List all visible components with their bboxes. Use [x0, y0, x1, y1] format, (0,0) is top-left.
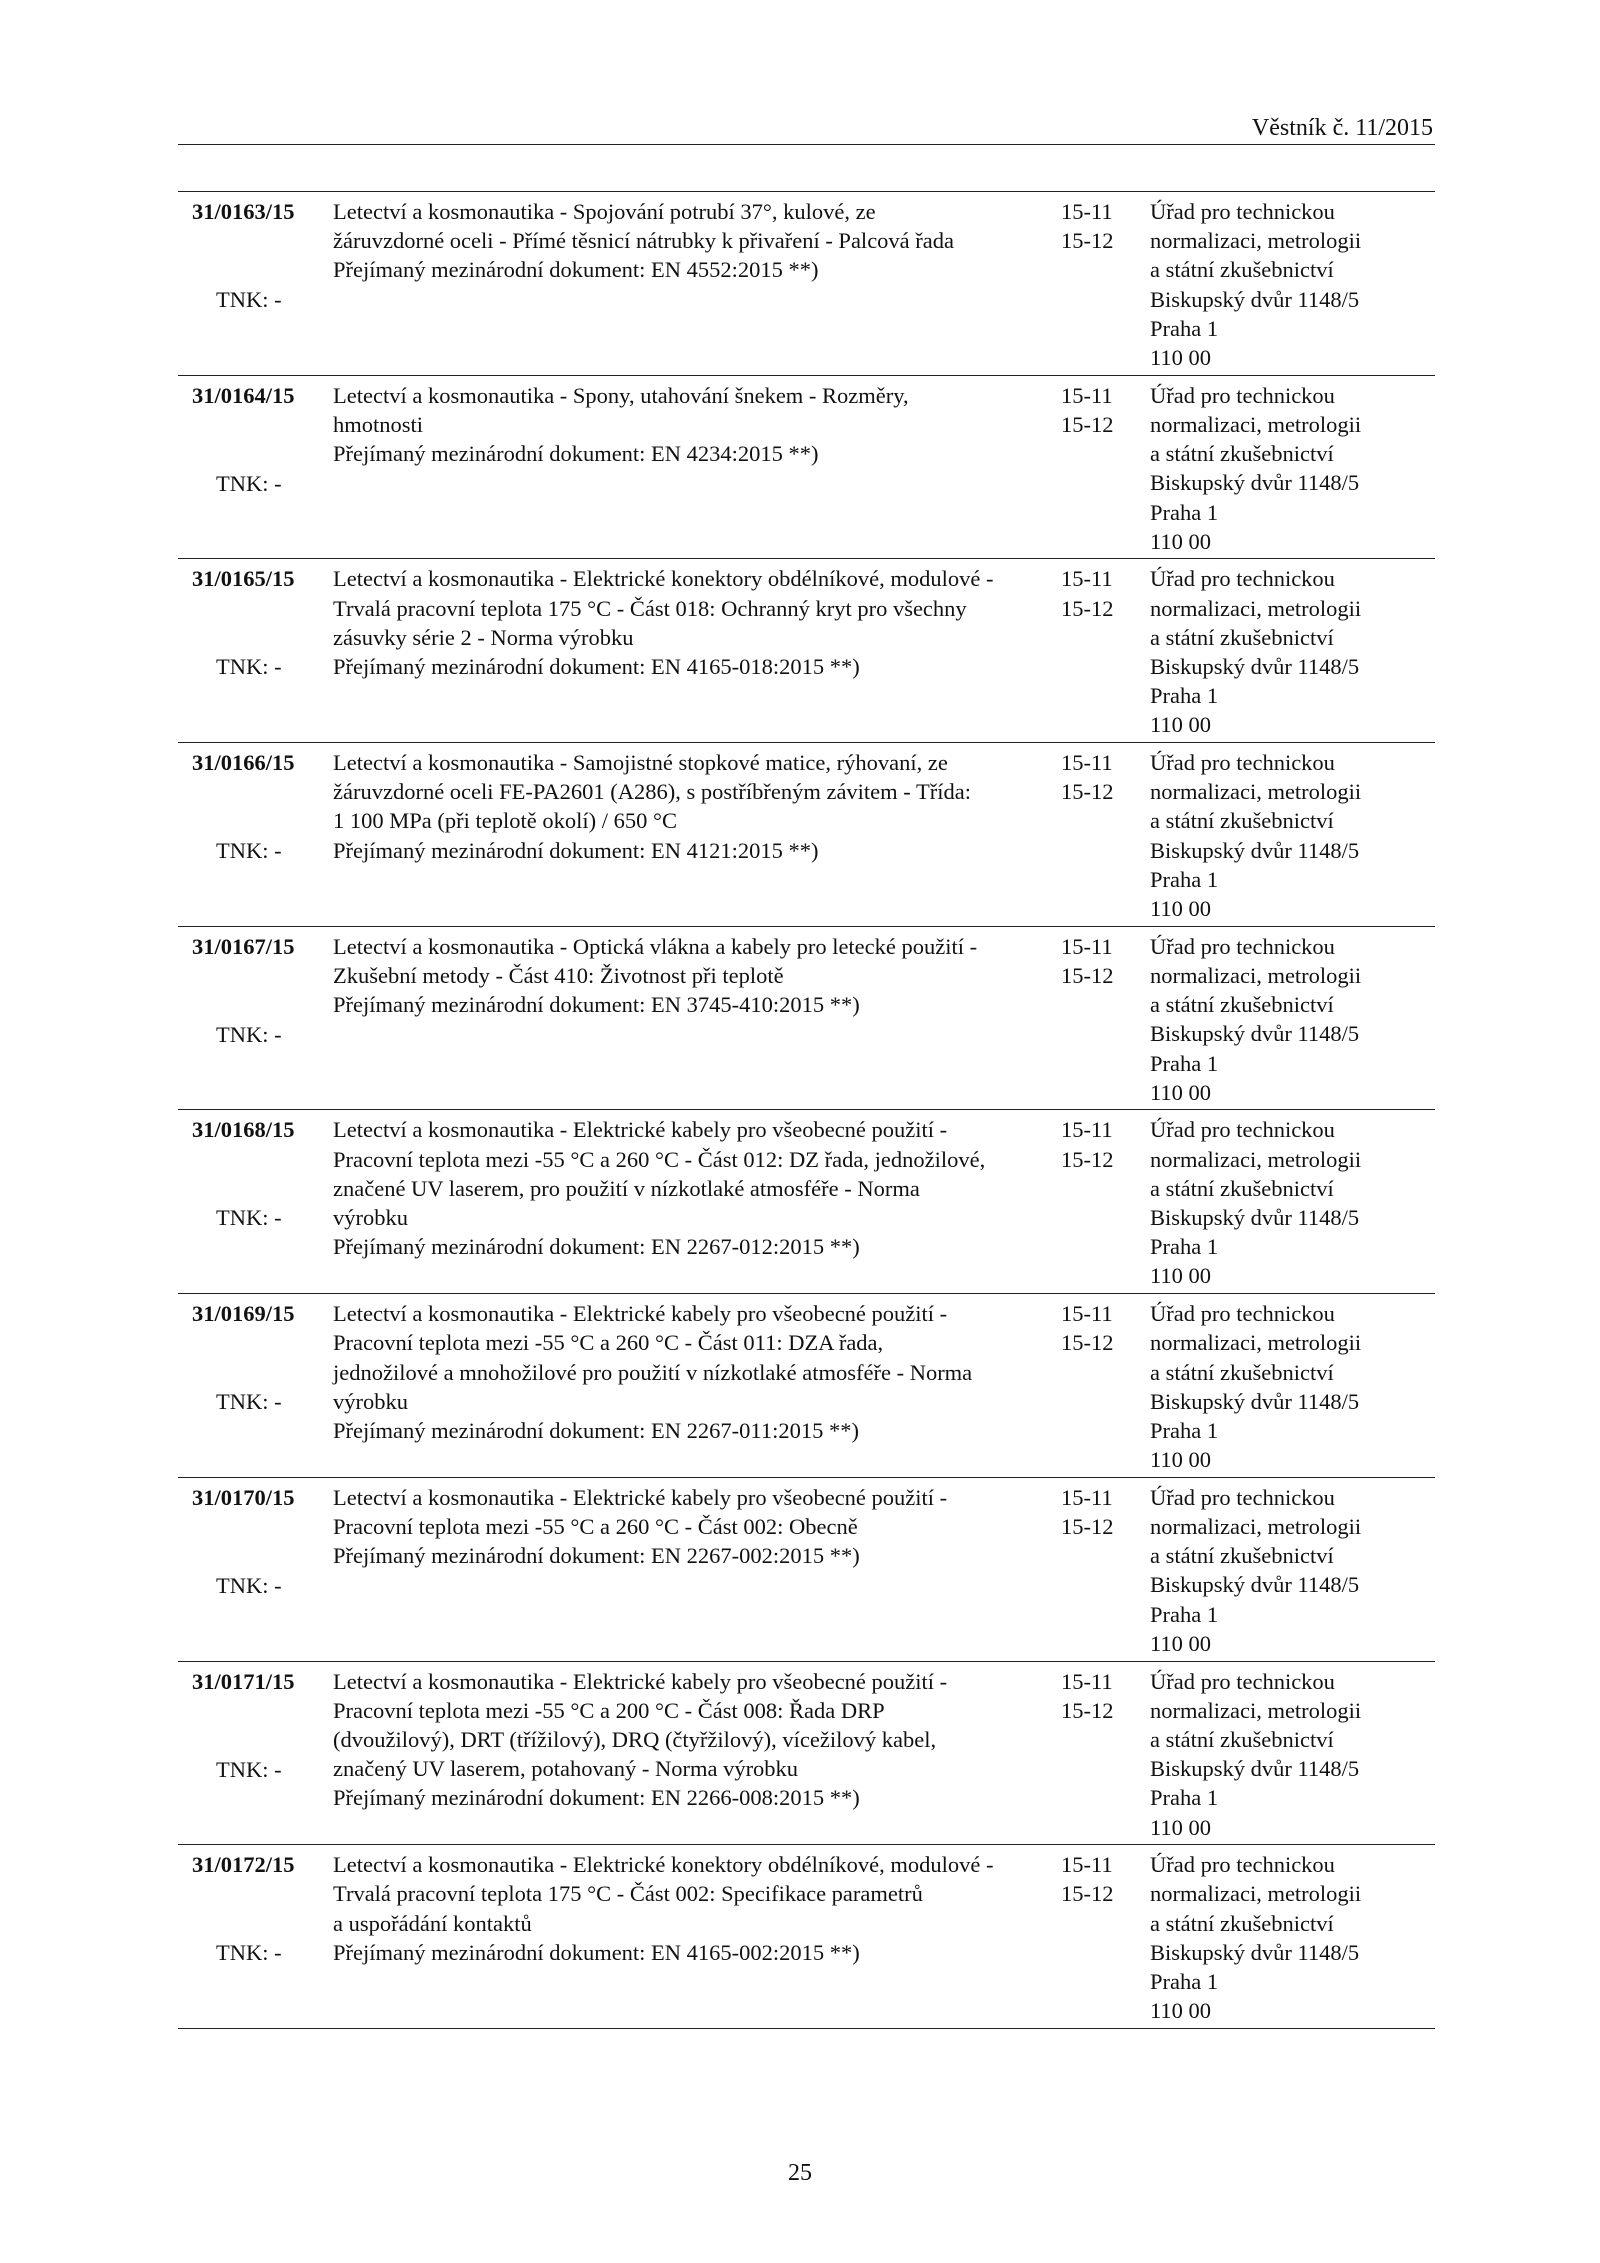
entry-id: 31/0168/15 [192, 1117, 295, 1143]
entry-description [333, 1115, 986, 1261]
office-line: Úřad pro technickou [1150, 1301, 1335, 1327]
office-line: a státní zkušebnictví [1150, 1359, 1334, 1385]
entry-id: 31/0169/15 [192, 1301, 295, 1327]
code-value: 15-11 [1061, 1668, 1113, 1694]
description-line: Přejímaný mezinárodní dokument: EN 3745-410:2015 **) [333, 992, 860, 1018]
code-value: 15-12 [1061, 779, 1114, 805]
office-line: normalizaci, metrologii [1150, 228, 1362, 254]
description-line: Pracovní teplota mezi -55 °C a 260 °C - Část 002: Obecně [333, 1514, 858, 1540]
table-row [178, 1662, 1435, 1846]
office-line: a státní zkušebnictví [1150, 992, 1334, 1018]
standards-table [178, 191, 1435, 2029]
code-value: 15-11 [1061, 1117, 1113, 1143]
code-value: 15-11 [1061, 1852, 1113, 1878]
description-line: výrobku [333, 1205, 408, 1231]
office-line: normalizaci, metrologii [1150, 1146, 1362, 1172]
office-line: normalizaci, metrologii [1150, 1881, 1362, 1907]
entry-tnk: TNK: - [216, 1756, 282, 1782]
code-value: 15-12 [1061, 1146, 1114, 1172]
entry-codes [1061, 1483, 1114, 1541]
entry-id: 31/0167/15 [192, 933, 295, 959]
table-row [178, 743, 1435, 927]
entry-id: 31/0163/15 [192, 199, 295, 224]
description-line: Přejímaný mezinárodní dokument: EN 2267-002:2015 **) [333, 1543, 860, 1569]
table-row [178, 1110, 1435, 1294]
description-line: jednožilové a mnohožilové pro použití v nízkotlaké atmosféře - Norma [333, 1359, 973, 1385]
entry-tnk: TNK: - [216, 287, 282, 312]
office-line: Biskupský dvůr 1148/5 [1150, 286, 1360, 312]
description-line: žáruvzdorné oceli FE-PA2601 (A286), s postříbřeným závitem - Třída: [333, 779, 971, 805]
description-line: Letectví a kosmonautika - Spony, utahování šnekem - Rozměry, [333, 382, 909, 408]
entry-office [1150, 1483, 1361, 1658]
office-line: 110 00 [1150, 528, 1212, 554]
description-line: Letectví a kosmonautika - Elektrické kabely pro všeobecné použití - [333, 1668, 948, 1694]
office-line: a státní zkušebnictví [1150, 1910, 1334, 1936]
office-line: normalizaci, metrologii [1150, 1330, 1362, 1356]
entry-office [1150, 1115, 1361, 1290]
entry-description [333, 932, 978, 1020]
entry-tnk: TNK: - [216, 470, 282, 496]
office-line: Praha 1 [1150, 1601, 1219, 1627]
entry-id: 31/0166/15 [192, 750, 295, 776]
description-line: Zkušební metody - Část 410: Životnost při teplotě [333, 962, 784, 988]
table-row [178, 927, 1435, 1111]
description-line: Přejímaný mezinárodní dokument: EN 2267-011:2015 **) [333, 1417, 859, 1443]
entry-codes [1061, 1299, 1114, 1357]
description-line: Přejímaný mezinárodní dokument: EN 4165-002:2015 **) [333, 1939, 860, 1965]
office-line: Biskupský dvůr 1148/5 [1150, 1756, 1360, 1782]
description-line: a uspořádání kontaktů [333, 1910, 532, 1936]
office-line: Praha 1 [1150, 683, 1219, 709]
description-line: zásuvky série 2 - Norma výrobku [333, 624, 634, 650]
entry-tnk: TNK: - [216, 1572, 282, 1598]
office-line: 110 00 [1150, 712, 1212, 738]
office-line: normalizaci, metrologii [1150, 779, 1362, 805]
office-line: Praha 1 [1150, 866, 1219, 892]
code-value: 15-12 [1061, 228, 1114, 254]
entry-office [1150, 748, 1361, 923]
description-line: značený UV laserem, potahovaný - Norma výrobku [333, 1756, 799, 1782]
office-line: Úřad pro technickou [1150, 199, 1335, 224]
entry-description [333, 1299, 973, 1445]
code-value: 15-11 [1061, 199, 1113, 224]
description-line: žáruvzdorné oceli - Přímé těsnicí nátrubky k přivaření - Palcová řada [333, 228, 955, 254]
office-line: a státní zkušebnictví [1150, 1175, 1334, 1201]
entry-office [1150, 381, 1361, 556]
description-line: Letectví a kosmonautika - Spojování potrubí 37°, kulové, ze [333, 199, 876, 224]
entry-id: 31/0165/15 [192, 566, 295, 592]
description-line: značené UV laserem, pro použití v nízkotlaké atmosféře - Norma [333, 1175, 920, 1201]
office-line: a státní zkušebnictví [1150, 1726, 1334, 1752]
code-value: 15-12 [1061, 1881, 1114, 1907]
office-line: Praha 1 [1150, 1969, 1219, 1994]
page-number: 25 [788, 2160, 812, 2186]
office-line: Úřad pro technickou [1150, 750, 1335, 776]
entry-tnk: TNK: - [216, 838, 282, 864]
office-line: Biskupský dvůr 1148/5 [1150, 1205, 1360, 1231]
description-line: Letectví a kosmonautika - Optická vlákna a kabely pro letecké použití - [333, 933, 978, 959]
description-line: Trvalá pracovní teplota 175 °C - Část 018: Ochranný kryt pro všechny [333, 595, 967, 621]
entry-description [333, 381, 909, 469]
code-value: 15-12 [1061, 595, 1114, 621]
office-line: Biskupský dvůr 1148/5 [1150, 1021, 1360, 1047]
entry-id: 31/0171/15 [192, 1668, 295, 1694]
code-value: 15-12 [1061, 1514, 1114, 1540]
entry-id: 31/0172/15 [192, 1852, 295, 1878]
entry-codes [1061, 197, 1114, 255]
description-line: Přejímaný mezinárodní dokument: EN 4165-018:2015 **) [333, 653, 860, 679]
office-line: Biskupský dvůr 1148/5 [1150, 1572, 1360, 1598]
entry-description [333, 197, 955, 285]
entry-office [1150, 1299, 1361, 1474]
office-line: Úřad pro technickou [1150, 1484, 1335, 1510]
office-line: a státní zkušebnictví [1150, 1543, 1334, 1569]
entry-tnk: TNK: - [216, 1940, 282, 1966]
office-line: Úřad pro technickou [1150, 1117, 1335, 1143]
entry-description [333, 1483, 948, 1571]
description-line: Přejímaný mezinárodní dokument: EN 4234:2015 **) [333, 441, 819, 467]
description-line: Trvalá pracovní teplota 175 °C - Část 002: Specifikace parametrů [333, 1881, 923, 1907]
office-line: Praha 1 [1150, 315, 1219, 341]
entry-description [333, 564, 994, 681]
code-value: 15-11 [1061, 750, 1113, 776]
description-line: Letectví a kosmonautika - Elektrické kabely pro všeobecné použití - [333, 1301, 948, 1327]
office-line: 110 00 [1150, 1447, 1212, 1473]
office-line: normalizaci, metrologii [1150, 962, 1362, 988]
journal-title: Věstník č. 11/2015 [1251, 115, 1433, 141]
entry-office [1150, 564, 1361, 739]
description-line: Přejímaný mezinárodní dokument: EN 4552:2015 **) [333, 257, 819, 283]
office-line: 110 00 [1150, 345, 1212, 371]
entry-office [1150, 1850, 1361, 2025]
office-line: a státní zkušebnictví [1150, 441, 1334, 467]
description-line: Letectví a kosmonautika - Elektrické kabely pro všeobecné použití - [333, 1117, 948, 1143]
entry-office [1150, 197, 1361, 372]
page-header [178, 110, 1435, 145]
office-line: Úřad pro technickou [1150, 1852, 1335, 1878]
office-line: Biskupský dvůr 1148/5 [1150, 653, 1360, 679]
description-line: Přejímaný mezinárodní dokument: EN 4121:2015 **) [333, 837, 819, 863]
description-line: výrobku [333, 1388, 408, 1414]
office-line: a státní zkušebnictví [1150, 808, 1334, 834]
table-row [178, 559, 1435, 743]
office-line: Úřad pro technickou [1150, 933, 1335, 959]
table-row [178, 1294, 1435, 1478]
entry-codes [1061, 932, 1114, 990]
office-line: 110 00 [1150, 1814, 1212, 1840]
description-line: Letectví a kosmonautika - Samojistné stopkové matice, rýhovaní, ze [333, 750, 948, 776]
office-line: Úřad pro technickou [1150, 566, 1335, 592]
entry-description [333, 1850, 994, 1967]
description-line: (dvoužilový), DRT (třížilový), DRQ (čtyřžilový), vícežilový kabel, [333, 1726, 937, 1752]
office-line: normalizaci, metrologii [1150, 411, 1362, 437]
code-value: 15-11 [1061, 933, 1113, 959]
description-line: 1 100 MPa (při teplotě okolí) / 650 °C [333, 808, 677, 834]
office-line: a státní zkušebnictví [1150, 624, 1334, 650]
office-line: 110 00 [1150, 1263, 1212, 1289]
table-row [178, 376, 1435, 560]
office-line: 110 00 [1150, 1630, 1212, 1656]
office-line: Biskupský dvůr 1148/5 [1150, 470, 1360, 496]
office-line: a státní zkušebnictví [1150, 257, 1334, 283]
description-line: Přejímaný mezinárodní dokument: EN 2267-012:2015 **) [333, 1234, 860, 1260]
code-value: 15-11 [1061, 566, 1113, 592]
entry-office [1150, 1667, 1361, 1842]
description-line: Letectví a kosmonautika - Elektrické kabely pro všeobecné použití - [333, 1484, 948, 1510]
office-line: Praha 1 [1150, 1234, 1219, 1260]
office-line: normalizaci, metrologii [1150, 595, 1362, 621]
table-row [178, 1478, 1435, 1662]
office-line: Praha 1 [1150, 1417, 1219, 1443]
office-line: Praha 1 [1150, 1050, 1219, 1076]
office-line: Biskupský dvůr 1148/5 [1150, 1388, 1360, 1414]
office-line: 110 00 [1150, 1998, 1212, 2024]
office-line: 110 00 [1150, 896, 1212, 922]
entry-codes [1061, 564, 1114, 622]
office-line: Úřad pro technickou [1150, 382, 1335, 408]
entry-codes [1061, 1667, 1114, 1725]
table-row [178, 192, 1435, 376]
office-line: Praha 1 [1150, 499, 1219, 525]
code-value: 15-11 [1061, 1484, 1113, 1510]
entry-office [1150, 932, 1361, 1107]
entry-tnk: TNK: - [216, 1389, 282, 1415]
office-line: Biskupský dvůr 1148/5 [1150, 1939, 1360, 1965]
entry-codes [1061, 381, 1114, 439]
code-value: 15-11 [1061, 1301, 1113, 1327]
entry-codes [1061, 1115, 1114, 1173]
description-line: Letectví a kosmonautika - Elektrické konektory obdélníkové, modulové - [333, 566, 994, 592]
description-line: Přejímaný mezinárodní dokument: EN 2266-008:2015 **) [333, 1785, 860, 1811]
entry-codes [1061, 748, 1114, 806]
description-line: hmotnosti [333, 411, 424, 437]
entry-tnk: TNK: - [216, 1205, 282, 1231]
office-line: normalizaci, metrologii [1150, 1514, 1362, 1540]
office-line: Praha 1 [1150, 1785, 1219, 1811]
description-line: Pracovní teplota mezi -55 °C a 260 °C - Část 011: DZA řada, [333, 1330, 884, 1356]
code-value: 15-12 [1061, 962, 1114, 988]
entry-tnk: TNK: - [216, 654, 282, 680]
entry-id: 31/0164/15 [192, 382, 295, 408]
office-line: Úřad pro technickou [1150, 1668, 1335, 1694]
code-value: 15-12 [1061, 1330, 1114, 1356]
entry-description [333, 748, 971, 865]
description-line: Pracovní teplota mezi -55 °C a 260 °C - Část 012: DZ řada, jednožilové, [333, 1146, 986, 1172]
code-value: 15-11 [1061, 382, 1113, 408]
entry-codes [1061, 1850, 1114, 1908]
entry-id: 31/0170/15 [192, 1484, 295, 1510]
entry-description [333, 1667, 948, 1813]
office-line: normalizaci, metrologii [1150, 1697, 1362, 1723]
entry-tnk: TNK: - [216, 1021, 282, 1047]
description-line: Letectví a kosmonautika - Elektrické konektory obdélníkové, modulové - [333, 1852, 994, 1878]
code-value: 15-12 [1061, 411, 1114, 437]
office-line: 110 00 [1150, 1079, 1212, 1105]
code-value: 15-12 [1061, 1697, 1114, 1723]
table-row [178, 1845, 1435, 2029]
office-line: Biskupský dvůr 1148/5 [1150, 837, 1360, 863]
description-line: Pracovní teplota mezi -55 °C a 200 °C - Část 008: Řada DRP [333, 1697, 885, 1723]
